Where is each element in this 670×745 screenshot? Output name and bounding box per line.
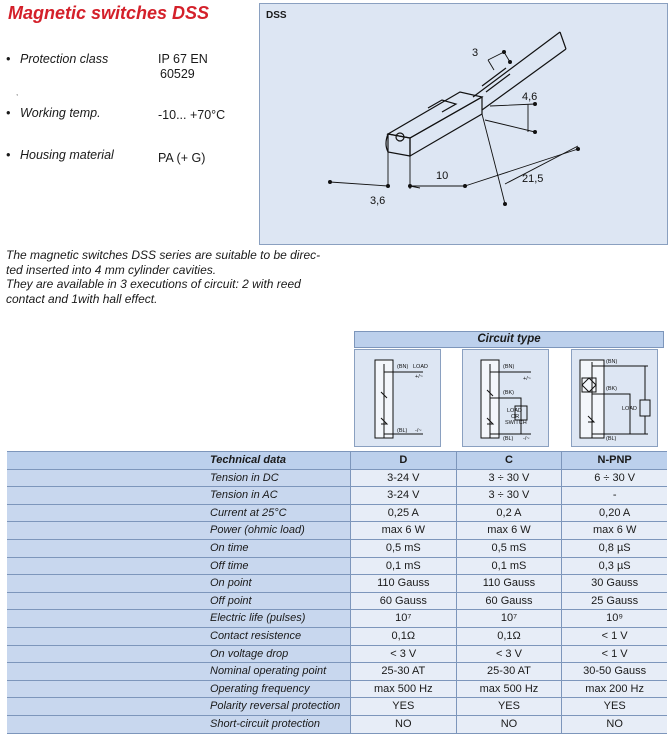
cell-d: < 3 V — [350, 645, 456, 663]
svg-text:+/~: +/~ — [523, 376, 531, 382]
cell-d: 0,25 A — [350, 504, 456, 522]
row-label: Off point — [7, 592, 350, 610]
cell-c: 110 Gauss — [456, 575, 562, 593]
cell-d: YES — [350, 698, 456, 716]
spec-housing-material — [6, 148, 114, 162]
spec-label: Protection class — [20, 52, 109, 66]
svg-text:(BL): (BL) — [503, 436, 514, 442]
svg-text:SWITCH: SWITCH — [505, 420, 527, 426]
bullet-icon: • — [6, 106, 11, 120]
drawing-label: DSS — [266, 10, 287, 21]
table-row — [7, 610, 667, 628]
cell-npnp: 0,20 A — [562, 504, 667, 522]
dim-dot — [408, 184, 412, 188]
circuit-d-svg — [355, 350, 440, 446]
cell-npnp: 30 Gauss — [562, 575, 667, 593]
description: The magnetic switches DSS series are suitable to be direc- ted inserted into 4 mm cylinder cavities. They are available in 3 executions of circuit: 2 with reed contact and 1with hall effect. — [6, 248, 321, 306]
circuit-diagram-c — [462, 349, 549, 447]
table-row — [7, 592, 667, 610]
table-header: Technical data — [7, 452, 350, 470]
bullet-icon: • — [6, 52, 11, 66]
row-label: Nominal operating point — [7, 663, 350, 681]
circuit-type-panel — [352, 328, 666, 452]
cell-npnp: - — [562, 487, 667, 505]
cell-c: 0,1Ω — [456, 627, 562, 645]
row-label: Electric life (pulses) — [7, 610, 350, 628]
svg-text:LOAD: LOAD — [622, 406, 637, 412]
spec-protection-class — [6, 52, 108, 66]
svg-text:(BL): (BL) — [606, 436, 617, 442]
table-row — [7, 698, 667, 716]
table-header: C — [456, 452, 562, 470]
cell-npnp: YES — [562, 698, 667, 716]
cell-d: 60 Gauss — [350, 592, 456, 610]
row-label: On time — [7, 539, 350, 557]
cell-c: 10⁷ — [456, 610, 562, 628]
dim-dot — [508, 60, 512, 64]
dim-dot — [503, 202, 507, 206]
cell-d: 10⁷ — [350, 610, 456, 628]
svg-text:-/~: -/~ — [415, 428, 422, 434]
circuit-type-title: Circuit type — [354, 331, 664, 348]
page-title: Magnetic switches DSS — [8, 3, 210, 23]
dim-3: 3 — [472, 47, 479, 59]
dim-dot — [463, 184, 467, 188]
circuit-npnp-svg — [572, 350, 657, 446]
table-row — [7, 522, 667, 540]
dim-dot — [386, 184, 390, 188]
cell-d: 110 Gauss — [350, 575, 456, 593]
row-label: Contact resistence — [7, 627, 350, 645]
cell-d: 0,5 mS — [350, 539, 456, 557]
cell-c: max 6 W — [456, 522, 562, 540]
row-label: Operating frequency — [7, 680, 350, 698]
cell-d: NO — [350, 715, 456, 733]
dim-36: 3,6 — [370, 195, 386, 207]
cell-d: 3-24 V — [350, 487, 456, 505]
table-header: N-PNP — [562, 452, 667, 470]
cell-npnp: 30-50 Gauss — [562, 663, 667, 681]
table-row — [7, 557, 667, 575]
row-label: Power (ohmic load) — [7, 522, 350, 540]
body-nose — [386, 134, 410, 156]
cell-c: 0,5 mS — [456, 539, 562, 557]
spec-working-temp — [6, 106, 101, 120]
cell-npnp: < 1 V — [562, 627, 667, 645]
row-label: On point — [7, 575, 350, 593]
cell-npnp: 6 ÷ 30 V — [562, 469, 667, 487]
cell-d: 3-24 V — [350, 469, 456, 487]
dim-dot — [502, 50, 506, 54]
dim-dot — [533, 130, 537, 134]
body-top — [388, 92, 482, 138]
row-label: Tension in AC — [7, 487, 350, 505]
cell-npnp: 0,8 µS — [562, 539, 667, 557]
bullet-icon: • — [6, 148, 11, 162]
cell-c: < 3 V — [456, 645, 562, 663]
table-header: D — [350, 452, 456, 470]
cell-npnp: 25 Gauss — [562, 592, 667, 610]
table-row — [7, 627, 667, 645]
cell-npnp: NO — [562, 715, 667, 733]
cell-npnp: max 6 W — [562, 522, 667, 540]
cell-d: 25-30 AT — [350, 663, 456, 681]
cell-npnp: 0,3 µS — [562, 557, 667, 575]
circuit-diagram-d — [354, 349, 441, 447]
technical-data-table — [7, 451, 667, 734]
svg-text:(BN): (BN) — [397, 364, 409, 370]
svg-text:(BK): (BK) — [606, 386, 617, 392]
cell-c: 3 ÷ 30 V — [456, 487, 562, 505]
cell-npnp: max 200 Hz — [562, 680, 667, 698]
row-label: Polarity reversal protection — [7, 698, 350, 716]
table-row — [7, 575, 667, 593]
dim-10: 10 — [436, 170, 449, 182]
cell-npnp: 10⁹ — [562, 610, 667, 628]
cell-c: NO — [456, 715, 562, 733]
row-label: Off time — [7, 557, 350, 575]
dim-215: 21,5 — [522, 173, 544, 185]
dim-215-ext — [500, 184, 505, 204]
cell-d: 0,1Ω — [350, 627, 456, 645]
svg-text:-/~: -/~ — [523, 436, 530, 442]
svg-text:LOAD: LOAD — [507, 408, 522, 414]
svg-text:(BL): (BL) — [397, 428, 408, 434]
table-header-row — [7, 452, 667, 470]
cell-npnp: < 1 V — [562, 645, 667, 663]
spec-label: Working temp. — [20, 106, 101, 120]
sensor-drawing-svg — [260, 4, 667, 244]
cell-d: max 6 W — [350, 522, 456, 540]
divider-mark: , — [16, 88, 19, 97]
dim-dot — [576, 147, 580, 151]
body-front — [410, 97, 482, 156]
svg-text:+/~: +/~ — [415, 374, 423, 380]
cell-c: 0,2 A — [456, 504, 562, 522]
table-row — [7, 504, 667, 522]
svg-text:(BK): (BK) — [503, 390, 514, 396]
row-label: On voltage drop — [7, 645, 350, 663]
svg-text:(BN): (BN) — [503, 364, 515, 370]
dimension-drawing — [259, 3, 668, 245]
dim-3-line — [488, 52, 510, 70]
cell-c: 60 Gauss — [456, 592, 562, 610]
row-label: Short-circuit protection — [7, 715, 350, 733]
table-row — [7, 469, 667, 487]
cell-c: 0,1 mS — [456, 557, 562, 575]
circuit-c-svg — [463, 350, 548, 446]
table-row — [7, 645, 667, 663]
row-label: Tension in DC — [7, 469, 350, 487]
table-row — [7, 715, 667, 733]
circuit-diagram-npnp — [571, 349, 658, 447]
cell-d: 0,1 mS — [350, 557, 456, 575]
table-row — [7, 680, 667, 698]
body-slot — [428, 100, 456, 112]
svg-text:LOAD: LOAD — [413, 364, 428, 370]
spec-value: IP 67 EN 60529 — [158, 52, 208, 81]
table-row — [7, 663, 667, 681]
dim-46: 4,6 — [522, 91, 538, 103]
dim-dot — [328, 180, 332, 184]
cell-c: 3 ÷ 30 V — [456, 469, 562, 487]
cell-c: 25-30 AT — [456, 663, 562, 681]
cell-c: max 500 Hz — [456, 680, 562, 698]
svg-text:OR: OR — [511, 414, 520, 420]
spec-label: Housing material — [20, 148, 114, 162]
cell-d: max 500 Hz — [350, 680, 456, 698]
row-label: Current at 25°C — [7, 504, 350, 522]
dim-ext-lines — [388, 114, 578, 189]
table-row — [7, 487, 667, 505]
spec-value: -10... +70°C — [158, 108, 226, 122]
cell-c: YES — [456, 698, 562, 716]
cable-outline — [473, 32, 566, 110]
dim-36-line — [330, 182, 420, 188]
table-row — [7, 539, 667, 557]
spec-value: PA (+ G) — [158, 151, 206, 165]
dim-46-line — [485, 104, 535, 132]
svg-text:(BN): (BN) — [606, 359, 618, 365]
